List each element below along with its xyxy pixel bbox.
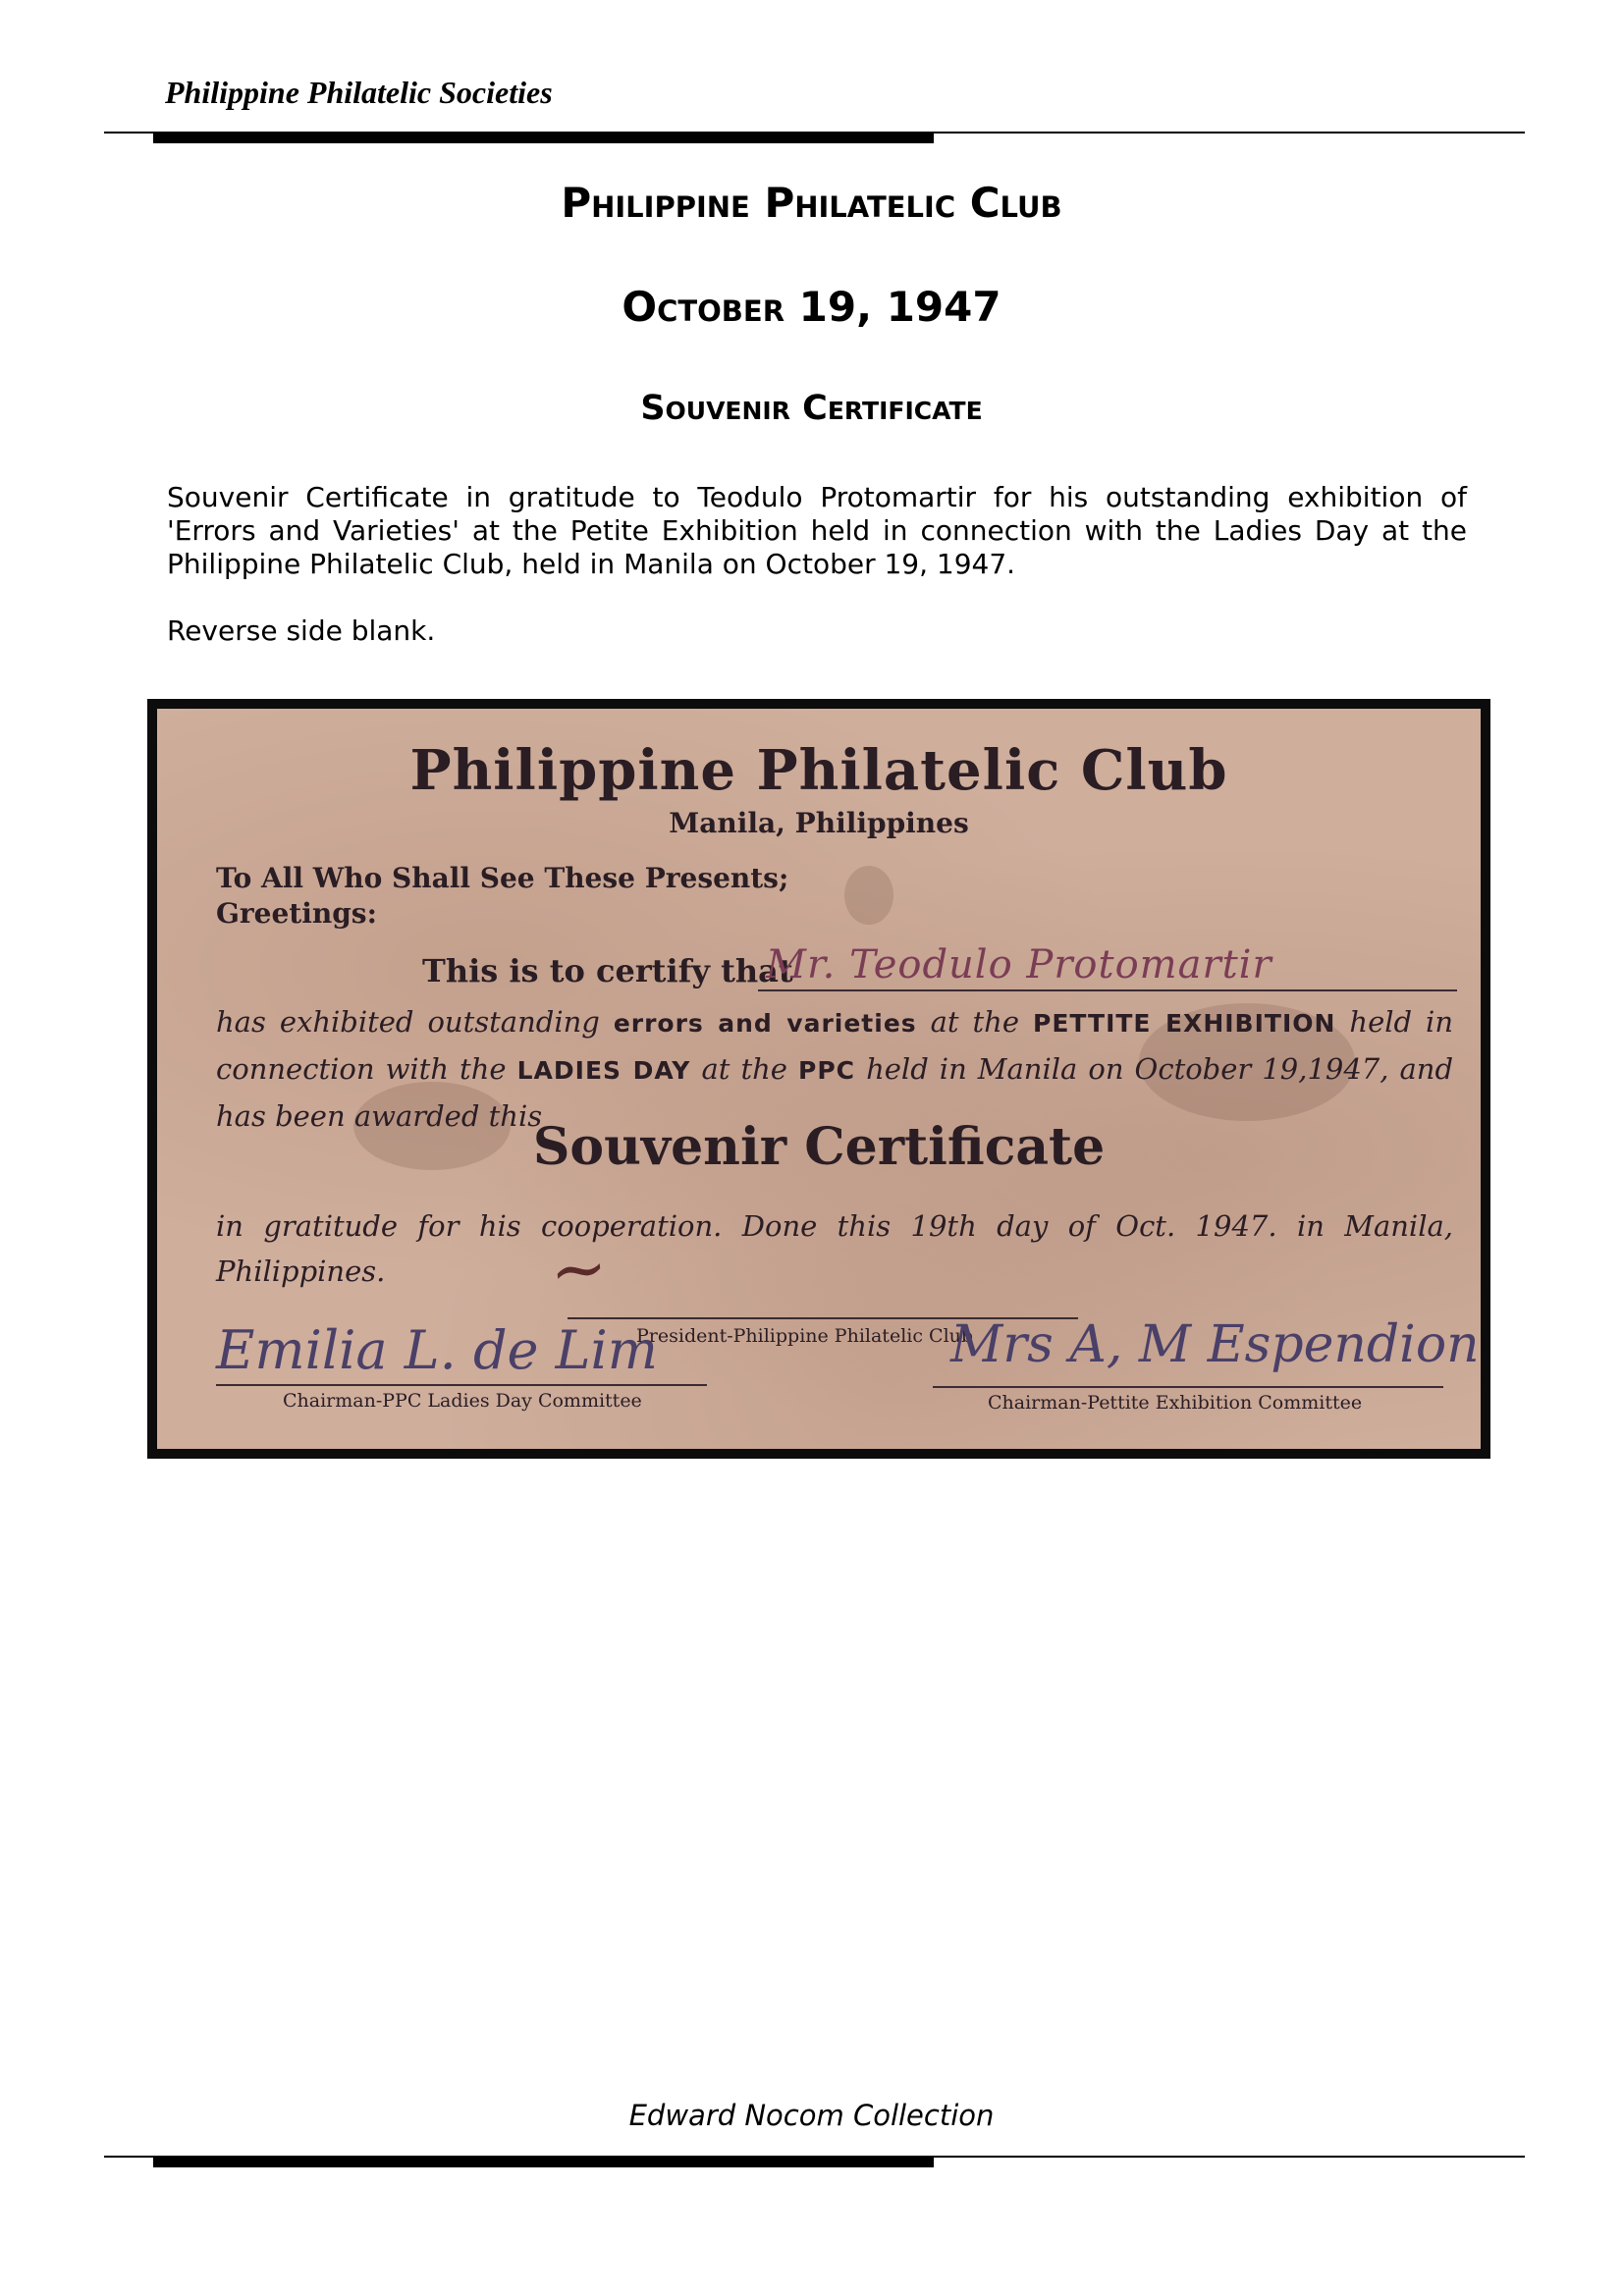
certificate-image [147, 699, 1490, 1459]
right-signature: Mrs A, M Espendion [950, 1315, 1480, 1374]
club-title: Philippine Philatelic Club [561, 179, 1062, 227]
body-emphasis: PETTITE EXHIBITION [1033, 1009, 1336, 1038]
body-emphasis: errors and varieties [613, 1009, 917, 1038]
recipient-line [758, 989, 1457, 991]
left-signature: Emilia L. de Lim [216, 1319, 659, 1381]
left-signature-line [216, 1384, 707, 1386]
right-signature-line [933, 1386, 1443, 1388]
certificate-greetings: Greetings: [216, 897, 377, 930]
right-caption: Chairman-Pettite Exhibition Committee [988, 1392, 1363, 1414]
body-emphasis: LADIES DAY [516, 1056, 691, 1085]
certificate-certify: This is to certify that [422, 952, 793, 989]
certificate [157, 709, 1481, 1449]
certificate-title: Philippine Philatelic Club [409, 738, 1228, 803]
award-heading: Souvenir Certificate [532, 1117, 1106, 1177]
footer-bar [153, 2158, 934, 2167]
president-signature: ~ [545, 1226, 612, 1312]
left-caption: Chairman-PPC Ladies Day Committee [283, 1390, 642, 1412]
header-title: Philippine Philatelic Societies [165, 75, 553, 110]
body-text: held in Manila on October 19,1947, and has been awarded this [216, 1052, 1454, 1133]
president-caption: President-Philippine Philatelic Club [636, 1325, 974, 1347]
header-bar [153, 133, 934, 143]
reverse-note: Reverse side blank. [167, 614, 436, 647]
certificate-closing: in gratitude for his cooperation. Done this 19th day of Oct. 1947. in Manila, Philippines. [216, 1209, 1453, 1288]
body-emphasis: PPC [798, 1056, 856, 1085]
stain [844, 866, 893, 925]
certificate-salutation: To All Who Shall See These Presents; [216, 862, 789, 894]
body-text: has exhibited outstanding [216, 1005, 600, 1039]
document-type-title: Souvenir Certificate [640, 389, 983, 428]
certificate-subtitle: Manila, Philippines [669, 807, 969, 839]
description-paragraph: Souvenir Certificate in gratitude to Teodulo Protomartir for his outstanding exhibition of 'Errors and Varieties' at the Petite Exhibition held in connection with the Ladies Day at the Philippine Philatelic Club, held in Manila on October 19, 1947. [167, 481, 1467, 580]
footer-credit: Edward Nocom Collection [628, 2099, 995, 2132]
date-title: October 19, 1947 [622, 283, 1001, 331]
recipient-name: Mr. Teodulo Protomartir [766, 942, 1272, 988]
body-text: at the [701, 1052, 787, 1086]
body-text: at the [930, 1005, 1020, 1039]
body-text: held in connection with the [216, 1005, 1454, 1086]
